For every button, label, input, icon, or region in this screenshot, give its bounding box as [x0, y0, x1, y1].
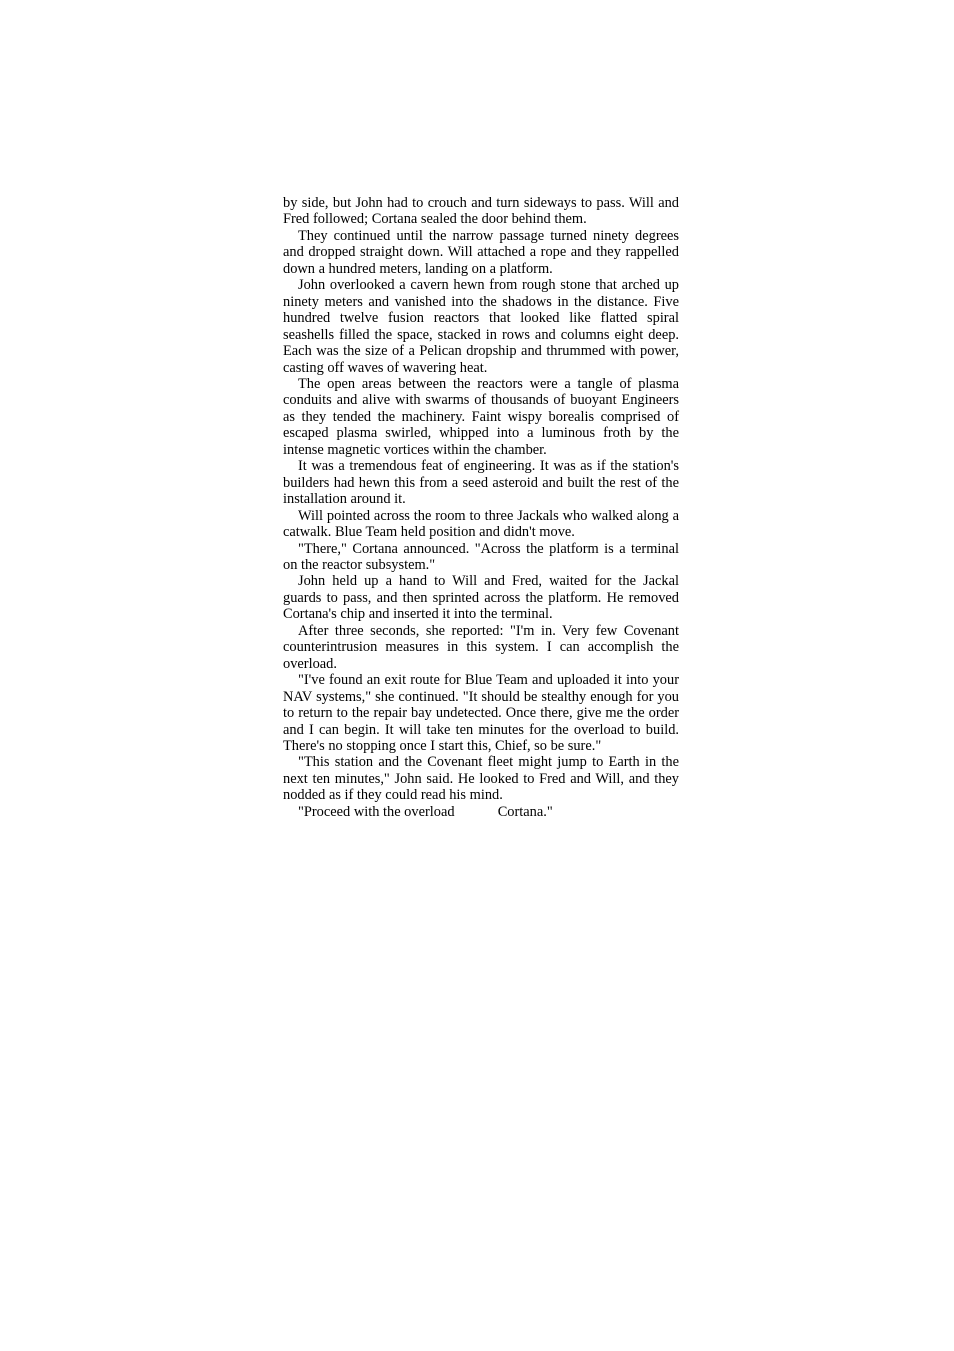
paragraph-7: "There," Cortana announced. "Across the platform is a terminal on the reactor subsystem."	[283, 540, 679, 573]
page-text-block	[283, 195, 679, 820]
paragraph-11: "This station and the Covenant fleet might jump to Earth in the next ten minutes," John said. He looked to Fred and Will, and they nodded as if they could read his mind.	[283, 754, 679, 804]
paragraph-10: "I've found an exit route for Blue Team and uploaded it into your NAV systems," she continued. "It should be stealthy enough for you to return to the repair bay undetected. Once there, give me the order and I can begin. It will take ten minutes for the overload to build. There's no stopping once I start this, Chief, so be sure."	[283, 672, 679, 754]
paragraph-1: by side, but John had to crouch and turn sideways to pass. Will and Fred followed; Cortana sealed the door behind them.	[283, 195, 679, 228]
paragraph-9: After three seconds, she reported: "I'm in. Very few Covenant counterintrusion measures in this system. I can accomplish the overload.	[283, 622, 679, 672]
paragraph-5: It was a tremendous feat of engineering. It was as if the station's builders had hewn this from a seed asteroid and built the rest of the installation around it.	[283, 458, 679, 508]
paragraph-2: They continued until the narrow passage turned ninety degrees and dropped straight down. Will attached a rope and they rappelled down a hundred meters, landing on a platform.	[283, 227, 679, 277]
paragraph-4: The open areas between the reactors were a tangle of plasma conduits and alive with swarms of thousands of buoyant Engineers as they tended the machinery. Faint wispy borealis comprised of escaped plasma swirled, whipped into a luminous froth by the intense magnetic vortices within the chamber.	[283, 375, 679, 458]
paragraph-6: Will pointed across the room to three Jackals who walked along a catwalk. Blue Team held position and didn't move.	[283, 507, 679, 541]
paragraph-8: John held up a hand to Will and Fred, waited for the Jackal guards to pass, and then sprinted across the platform. He removed Cortana's chip and inserted it into the terminal.	[283, 573, 679, 623]
paragraph-12: "Proceed with the overload Cortana."	[298, 803, 553, 820]
paragraph-3: John overlooked a cavern hewn from rough stone that arched up ninety meters and vanished into the shadows in the distance. Five hundred twelve fusion reactors that looked like flatted spiral seashells filled the space, stacked in rows and columns eight deep. Each was the size of a Pelican dropship and thrummed with power, casting off waves of wavering heat.	[283, 277, 679, 376]
